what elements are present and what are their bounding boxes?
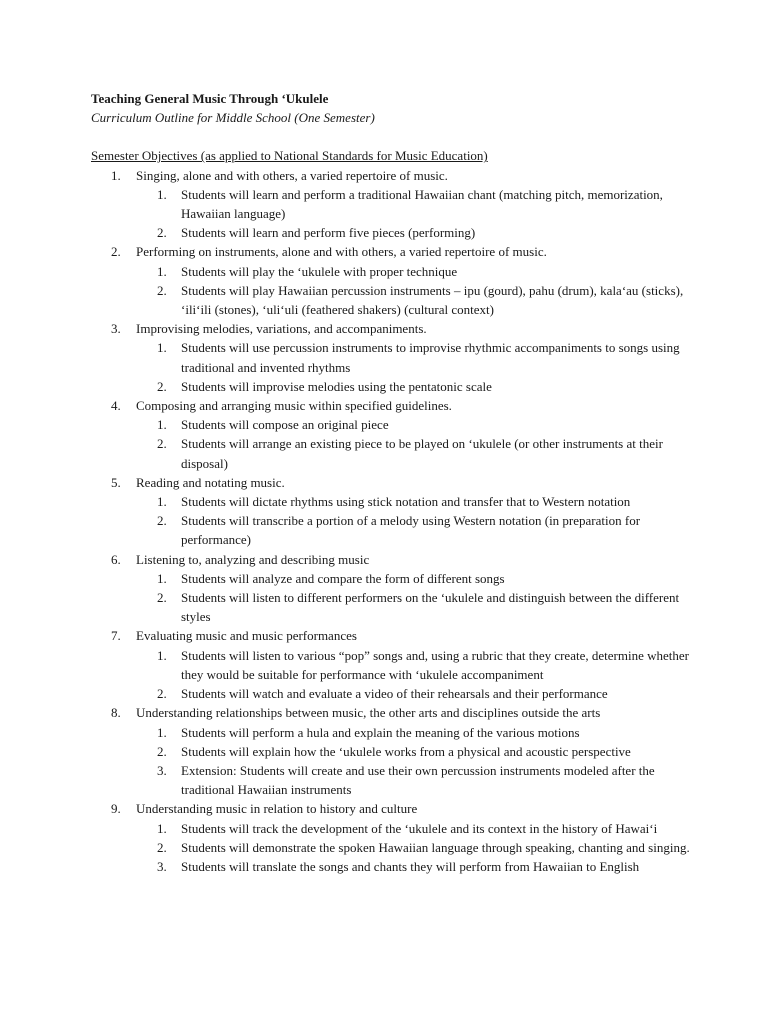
objective-number: 5.: [111, 474, 121, 490]
objective-item: [91, 550, 691, 569]
sub-objective-number: 2.: [157, 513, 167, 529]
sub-objective-item: [91, 723, 691, 742]
sub-objective-text: Students will use percussion instruments to improvise rhythmic accompaniments to songs using traditional and invented rhythms: [181, 340, 680, 375]
sub-objective-number: 1.: [157, 570, 167, 586]
objective-number: 3.: [111, 321, 121, 337]
objective-text: Understanding relationships between music, the other arts and disciplines outside the arts: [136, 705, 601, 721]
sub-objective-item: [91, 262, 691, 281]
objective-item: [91, 319, 691, 338]
objective-text: Singing, alone and with others, a varied repertoire of music.: [136, 167, 448, 183]
sub-objective-text: Students will compose an original piece: [181, 417, 389, 433]
sub-objective-number: 2.: [157, 225, 167, 241]
sub-objective-item: [91, 742, 691, 761]
objective-item: [91, 473, 691, 492]
objective-number: 6.: [111, 551, 121, 567]
sub-objective-number: 2.: [157, 282, 167, 298]
sub-objective-number: 2.: [157, 686, 167, 702]
objective-item: [91, 626, 691, 645]
sub-objective-item: [91, 223, 691, 242]
sub-objective-item: [91, 857, 691, 876]
sub-objective-number: 1.: [157, 820, 167, 836]
sub-objective-item: [91, 588, 691, 626]
sub-objective-item: [91, 415, 691, 434]
sub-objective-text: Students will listen to various “pop” songs and, using a rubric that they create, determine whether they would be suitable for performance with ‘ukulele accompaniment: [181, 647, 689, 682]
sub-objective-item: [91, 838, 691, 857]
objective-item: [91, 396, 691, 415]
sub-objective-number: 1.: [157, 417, 167, 433]
objective-number: 1.: [111, 167, 121, 183]
objective-text: Composing and arranging music within specified guidelines.: [136, 398, 452, 414]
sub-objective-text: Extension: Students will create and use their own percussion instruments modeled after the traditional Hawaiian instruments: [181, 762, 655, 798]
sub-objective-number: 2.: [157, 590, 167, 606]
objective-text: Reading and notating music.: [136, 474, 285, 490]
objective-text: Performing on instruments, alone and with others, a varied repertoire of music.: [136, 244, 547, 260]
sub-objective-item: [91, 684, 691, 703]
sub-objective-item: [91, 185, 691, 223]
sub-objective-number: 2.: [157, 378, 167, 394]
sub-objective-item: [91, 761, 691, 799]
sub-objective-text: Students will analyze and compare the form of different songs: [181, 570, 505, 586]
document-body: [91, 89, 691, 876]
sub-objective-number: 1.: [157, 724, 167, 740]
sub-objective-number: 2.: [157, 436, 167, 452]
sub-objective-number: 3.: [157, 858, 167, 874]
sub-objective-text: Students will explain how the ‘ukulele works from a physical and acoustic perspective: [181, 743, 631, 759]
sub-objective-number: 3.: [157, 762, 167, 778]
objective-number: 9.: [111, 801, 121, 817]
objective-item: [91, 242, 691, 261]
sub-objective-number: 2.: [157, 839, 167, 855]
sub-objective-item: [91, 569, 691, 588]
sub-objective-text: Students will dictate rhythms using stick notation and transfer that to Western notation: [181, 494, 631, 510]
objective-text: Understanding music in relation to history and culture: [136, 801, 418, 817]
objective-number: 8.: [111, 705, 121, 721]
sub-objective-item: [91, 377, 691, 396]
sub-objective-item: [91, 819, 691, 838]
objectives-list: [91, 166, 691, 877]
sub-objective-text: Students will learn and perform a traditional Hawaiian chant (matching pitch, memorization, Hawaiian language): [181, 186, 663, 222]
objective-item: [91, 799, 691, 818]
sub-objective-text: Students will play Hawaiian percussion instruments – ipu (gourd), pahu (drum), kala‘au (sticks), ‘ili‘ili (stones), ‘uli‘uli (feathered shakers) (cultural context): [181, 282, 684, 318]
sub-objective-text: Students will perform a hula and explain the meaning of the various motions: [181, 724, 580, 740]
sub-objective-text: Students will arrange an existing piece to be played on ‘ukulele (or other instruments at their disposal): [181, 436, 663, 471]
sub-objective-item: [91, 434, 691, 472]
sub-objective-text: Students will learn and perform five pieces (performing): [181, 225, 476, 241]
sub-objective-number: 1.: [157, 494, 167, 510]
sub-objective-text: Students will translate the songs and chants they will perform from Hawaiian to English: [181, 858, 640, 874]
sub-objective-number: 1.: [157, 263, 167, 279]
objective-text: Evaluating music and music performances: [136, 628, 357, 644]
section-heading: Semester Objectives (as applied to National Standards for Music Education): [91, 148, 488, 164]
sub-objective-item: [91, 281, 691, 319]
objective-item: [91, 703, 691, 722]
sub-objective-text: Students will watch and evaluate a video of their rehearsals and their performance: [181, 686, 608, 702]
objective-number: 4.: [111, 398, 121, 414]
objective-text: Improvising melodies, variations, and accompaniments.: [136, 321, 427, 337]
sub-objective-text: Students will transcribe a portion of a melody using Western notation (in preparation for performance): [181, 513, 641, 548]
objective-item: [91, 166, 691, 185]
sub-objective-item: [91, 338, 691, 376]
document-subtitle: Curriculum Outline for Middle School (One Semester): [91, 110, 375, 126]
sub-objective-text: Students will demonstrate the spoken Hawaiian language through speaking, chanting and singing.: [181, 839, 690, 855]
sub-objective-text: Students will play the ‘ukulele with proper technique: [181, 263, 458, 279]
sub-objective-text: Students will improvise melodies using the pentatonic scale: [181, 378, 492, 394]
sub-objective-item: [91, 492, 691, 511]
objective-text: Listening to, analyzing and describing music: [136, 551, 370, 567]
sub-objective-item: [91, 511, 691, 549]
sub-objective-number: 1.: [157, 186, 167, 202]
sub-objective-text: Students will track the development of the ‘ukulele and its context in the history of Hawai‘i: [181, 820, 658, 836]
sub-objective-number: 1.: [157, 647, 167, 663]
sub-objective-number: 1.: [157, 340, 167, 356]
sub-objective-item: [91, 646, 691, 684]
sub-objective-text: Students will listen to different performers on the ‘ukulele and distinguish between the different styles: [181, 590, 680, 625]
document-title: Teaching General Music Through ‘Ukulele: [91, 91, 329, 106]
sub-objective-number: 2.: [157, 743, 167, 759]
objective-number: 2.: [111, 244, 121, 260]
objective-number: 7.: [111, 628, 121, 644]
